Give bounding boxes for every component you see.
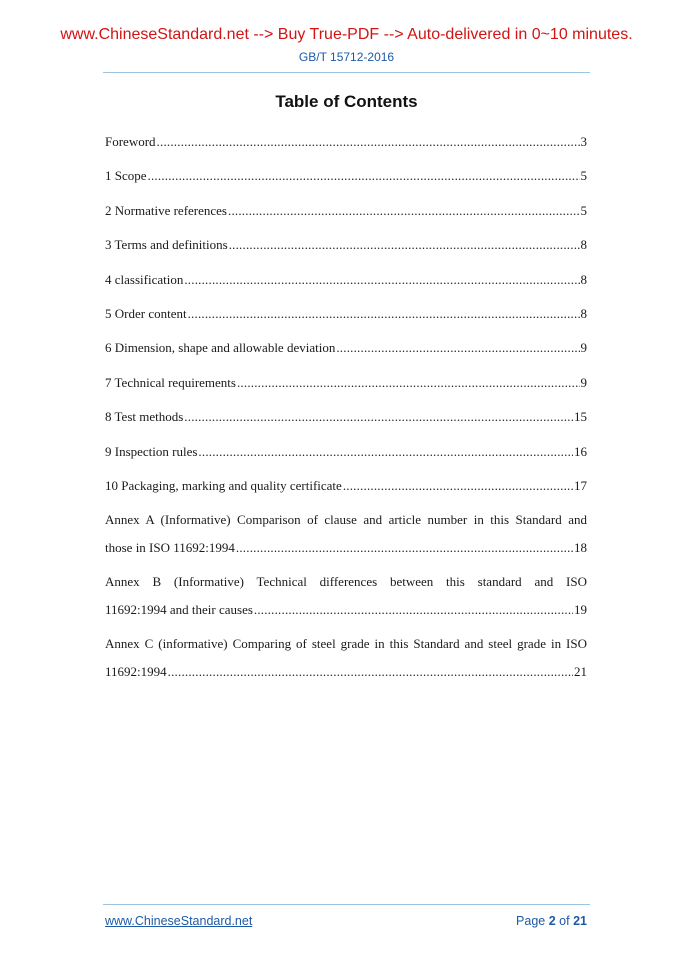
toc-entry-test-methods[interactable]: [105, 405, 587, 428]
toc-entry-label: Foreword: [105, 134, 156, 149]
toc-leader-dots: [184, 268, 579, 291]
toc-entry-label: 5 Order content: [105, 305, 187, 321]
toc-leader-dots: [343, 474, 573, 497]
toc-entry-label: 4 classification: [105, 271, 184, 287]
toc-entry-page: 8: [580, 271, 587, 287]
toc-entry-annex-a[interactable]: [105, 508, 587, 559]
toc-entry-label: 3 Terms and definitions: [105, 237, 228, 253]
toc-entry-label-continued: 11692:1994 and their causes: [105, 601, 253, 617]
toc-entry-classification[interactable]: [105, 268, 587, 291]
toc-entry-page: 16: [574, 443, 587, 459]
toc-entry-annex-c[interactable]: [105, 632, 587, 683]
header-divider: [103, 72, 590, 73]
toc-entry-page: 15: [574, 409, 587, 425]
toc-entry-page: 8: [580, 237, 587, 253]
page-prefix: Page: [516, 914, 546, 928]
toc-entry-label: Annex C (informative) Comparing of steel grade in this Standard and steel grade in ISO: [105, 636, 587, 652]
toc-leader-dots: [228, 199, 580, 222]
toc-entry-page: 9: [580, 340, 587, 356]
toc-entry-page: 21: [574, 663, 587, 679]
toc-entry-label: 2 Normative references: [105, 202, 227, 218]
toc-entry-page: 9: [580, 374, 587, 390]
toc-leader-dots: [237, 371, 580, 394]
page-total: 21: [573, 914, 587, 928]
toc-leader-dots: [188, 302, 580, 325]
toc-entry-label: 7 Technical requirements: [105, 374, 236, 390]
toc-leader-dots: [148, 164, 580, 187]
toc-entry-terms-definitions[interactable]: [105, 233, 587, 256]
table-of-contents: [105, 130, 587, 694]
toc-entry-label: 1 Scope: [105, 168, 147, 184]
toc-entry-label-continued: 11692:1994: [105, 663, 167, 679]
toc-entry-label: Annex A (Informative) Comparison of clause and article number in this Standard and: [105, 512, 587, 528]
toc-entry-annex-b[interactable]: [105, 570, 587, 621]
toc-entry-foreword[interactable]: [105, 130, 587, 153]
toc-leader-dots: [236, 536, 573, 559]
page-title: Table of Contents: [275, 92, 418, 111]
toc-entry-packaging-marking[interactable]: [105, 474, 587, 497]
page-of: of: [559, 914, 570, 928]
footer-site-link[interactable]: www.ChineseStandard.net: [105, 914, 253, 928]
toc-leader-dots: [168, 660, 573, 683]
toc-leader-dots: [229, 233, 580, 256]
toc-entry-page: 17: [574, 477, 587, 493]
toc-entry-page: 3: [580, 134, 587, 149]
footer-divider: [103, 904, 590, 905]
toc-entry-page: 5: [580, 202, 587, 218]
page-current: 2: [548, 914, 556, 928]
toc-entry-inspection-rules[interactable]: [105, 440, 587, 463]
toc-entry-label-continued: those in ISO 11692:1994: [105, 539, 235, 555]
toc-entry-page: 8: [580, 305, 587, 321]
page-number: [516, 914, 587, 928]
toc-entry-normative-references[interactable]: [105, 199, 587, 222]
toc-entry-page: 19: [574, 601, 587, 617]
toc-leader-dots: [198, 440, 573, 463]
toc-entry-label: 6 Dimension, shape and allowable deviation: [105, 340, 336, 356]
toc-entry-order-content[interactable]: [105, 302, 587, 325]
toc-entry-page: 5: [580, 168, 587, 184]
toc-leader-dots: [254, 598, 573, 621]
toc-entry-dimension-shape[interactable]: [105, 336, 587, 359]
standard-code: GB/T 15712-2016: [298, 50, 395, 64]
toc-entry-label: 10 Packaging, marking and quality certificate: [105, 477, 342, 493]
toc-leader-dots: [336, 336, 579, 359]
toc-leader-dots: [184, 405, 573, 428]
toc-entry-label: 8 Test methods: [105, 409, 184, 425]
promo-banner[interactable]: www.ChineseStandard.net --> Buy True-PDF --> Auto-delivered in 0~10 minutes.: [60, 26, 633, 43]
toc-entry-scope[interactable]: [105, 164, 587, 187]
toc-entry-label: 9 Inspection rules: [105, 443, 198, 459]
toc-entry-technical-requirements[interactable]: [105, 371, 587, 394]
toc-leader-dots: [157, 130, 580, 153]
toc-entry-page: 18: [574, 539, 587, 555]
toc-entry-label: Annex B (Informative) Technical differences between this standard and ISO: [105, 574, 587, 590]
